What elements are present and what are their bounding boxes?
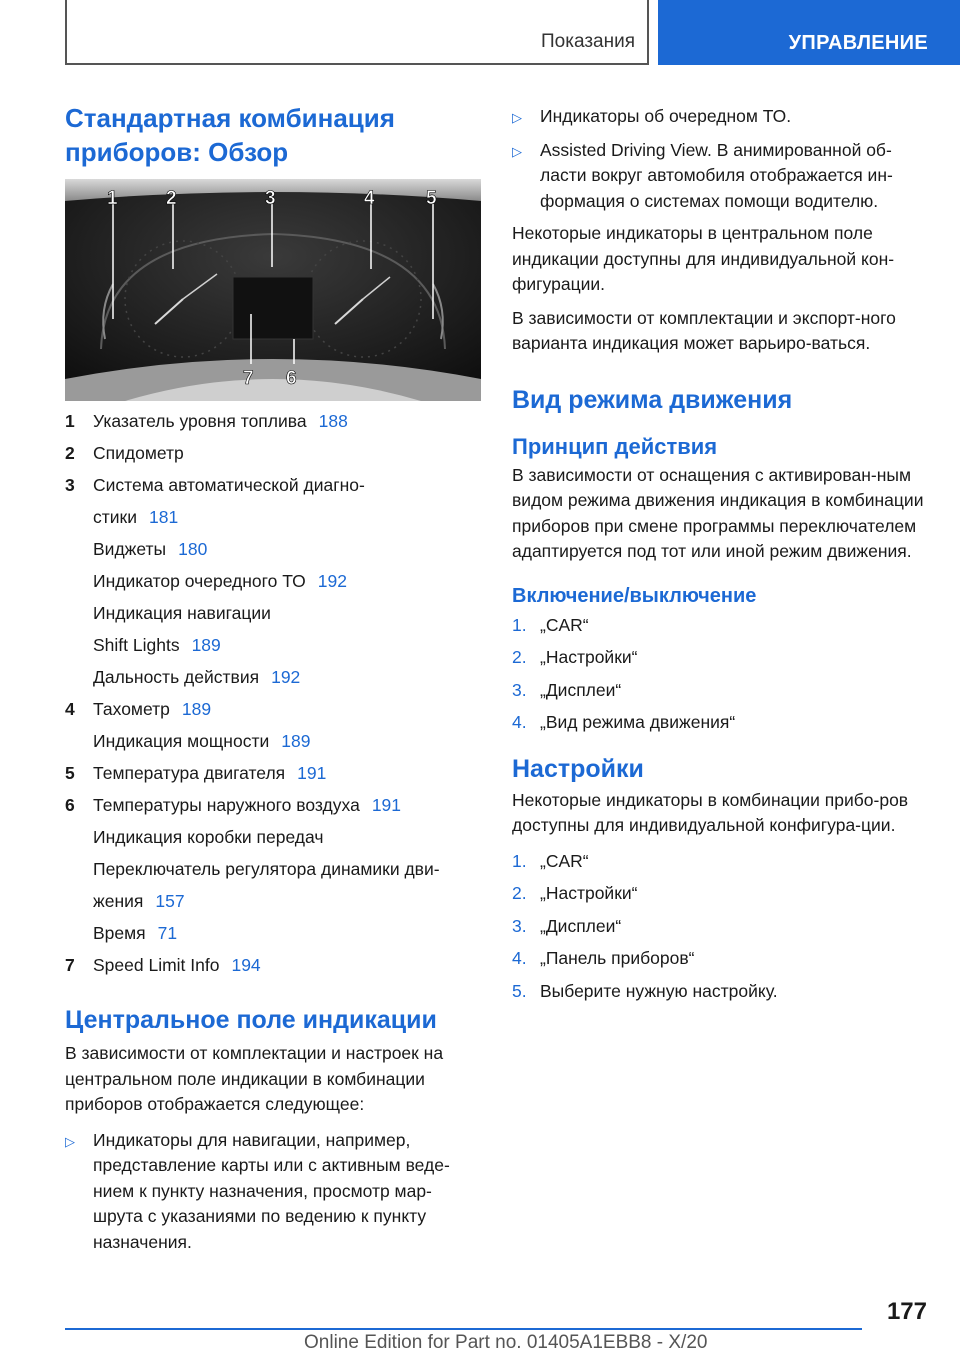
step-text: „CAR“	[540, 850, 589, 871]
legend-label: Тахометр	[93, 699, 170, 719]
legend-number	[65, 825, 93, 851]
legend-number	[65, 729, 93, 755]
legend-item	[65, 505, 481, 531]
triangle-bullet-icon: ▷	[512, 110, 522, 125]
header-section-title: Показания	[541, 31, 635, 52]
step-number: 2.	[512, 883, 527, 903]
legend-item	[65, 857, 481, 883]
step-text: „Вид режима движения“	[540, 712, 736, 732]
legend-number: 6	[65, 795, 75, 815]
legend-text	[93, 953, 481, 979]
legend-text	[93, 889, 481, 915]
legend-text	[93, 633, 481, 659]
figure-label-5: 5	[426, 188, 437, 209]
figure-label-4: 4	[364, 188, 375, 209]
settings-text: Некоторые индикаторы в комбинации прибо-ров доступны для индивидуальной конфигура-ции.	[512, 789, 909, 835]
legend-item	[65, 601, 481, 627]
legend-number: 2	[65, 443, 75, 463]
figure-label-6: 6	[286, 368, 297, 389]
page-reference-link[interactable]: 191	[297, 763, 327, 783]
legend-text	[93, 793, 481, 819]
footer-divider	[65, 1328, 862, 1330]
central-field-text: В зависимости от комплектации и настроек на центральном поле индикации в комбинации приборов отображается следующее:	[65, 1043, 444, 1114]
step-item	[512, 946, 930, 972]
triangle-bullet-icon: ▷	[512, 143, 522, 159]
legend-item	[65, 921, 481, 947]
legend-label: Система автоматической диагно-	[93, 475, 365, 495]
step-text: „Дисплеи“	[540, 679, 622, 700]
legend-number	[65, 857, 93, 883]
step-text: „Дисплеи“	[540, 915, 622, 936]
page-reference-link[interactable]: 189	[281, 731, 311, 751]
assisted-driving-bullet-text: Assisted Driving View. В анимированной об-ласти вокруг автомобиля отображается ин-формация о системах помощи водителю.	[540, 139, 893, 211]
page-reference-link[interactable]: 194	[231, 955, 261, 975]
central-bullet	[65, 1128, 481, 1256]
step-item	[512, 678, 930, 704]
step-item	[512, 881, 930, 907]
step-item	[512, 710, 930, 736]
legend-number: 7	[65, 955, 75, 975]
legend-text	[93, 665, 481, 691]
legend-item	[65, 697, 481, 723]
legend-number: 1	[65, 411, 75, 431]
config-note: Некоторые индикаторы в центральном поле индикации доступны для индивидуальной кон-фигурации.	[512, 223, 895, 294]
figure-legend	[65, 409, 481, 985]
legend-item	[65, 633, 481, 659]
page-reference-link[interactable]: 71	[157, 923, 178, 943]
legend-text	[93, 441, 481, 467]
onoff-title: Включение/выключение	[512, 584, 757, 607]
step-item	[512, 645, 930, 671]
header-section-box	[65, 0, 649, 65]
legend-label: Указатель уровня топлива	[93, 411, 307, 431]
legend-item	[65, 793, 481, 819]
step-number: 5.	[512, 980, 527, 1001]
step-text: „CAR“	[540, 614, 589, 635]
legend-text	[93, 921, 481, 947]
settings-steps	[512, 849, 930, 1005]
step-item	[512, 914, 930, 940]
legend-item	[65, 409, 481, 435]
step-number: 4.	[512, 712, 527, 732]
page-reference-link[interactable]: 181	[148, 507, 179, 527]
legend-number	[65, 921, 93, 947]
step-item	[512, 613, 930, 639]
legend-label: Shift Lights	[93, 635, 180, 655]
legend-item	[65, 889, 481, 915]
header-chapter-title: УПРАВЛЕНИЕ	[788, 32, 928, 54]
page-number: 177	[886, 1298, 927, 1325]
page-reference-link[interactable]: 192	[271, 667, 301, 687]
legend-label: Переключатель регулятора динамики дви-	[93, 859, 440, 879]
legend-text	[93, 505, 481, 531]
onoff-steps	[512, 613, 930, 736]
legend-number	[65, 665, 93, 691]
step-item	[512, 979, 930, 1005]
legend-number	[65, 889, 93, 915]
legend-text	[93, 537, 481, 563]
step-text: Выберите нужную настройку.	[540, 980, 778, 1001]
central-bullet-text: Индикаторы для навигации, например, представление карты или с активным веде-нием к пункту назначения, просмотр мар-шрута с указаниями по ведению к пункту назначения.	[93, 1129, 450, 1252]
legend-label: Индикация коробки передач	[93, 827, 324, 847]
page-reference-link[interactable]: 188	[318, 411, 348, 431]
figure-label-2: 2	[166, 188, 177, 209]
page-reference-link[interactable]: 191	[371, 795, 402, 815]
page-reference-link[interactable]: 189	[181, 699, 212, 719]
step-number: 3.	[512, 915, 527, 936]
legend-label: стики	[93, 507, 137, 527]
step-number: 3.	[512, 679, 527, 700]
principle-text: В зависимости от оснащения с активирован-ным видом режима движения индикация в комбинации приборов при смене программы переключателем адаптируется под тот или иной режим движения.	[512, 464, 924, 561]
assisted-driving-bullet	[512, 138, 930, 215]
legend-label: Индикатор очередного ТО	[93, 571, 306, 591]
right-column	[512, 104, 930, 1011]
legend-item	[65, 537, 481, 563]
legend-text	[93, 825, 481, 851]
step-item	[512, 849, 930, 875]
legend-label: Время	[93, 923, 146, 943]
page-reference-link[interactable]: 157	[155, 891, 185, 911]
legend-number	[65, 569, 93, 595]
instrument-cluster-figure	[65, 179, 481, 401]
legend-number: 5	[65, 763, 75, 783]
legend-label: Температуры наружного воздуха	[93, 795, 360, 815]
step-number: 1.	[512, 614, 527, 635]
instrument-cluster-image	[65, 179, 481, 401]
legend-text	[93, 729, 481, 755]
legend-label: Спидометр	[93, 443, 184, 463]
export-note: В зависимости от комплектации и экспорт-ного варианта индикация может варьиро-ваться.	[512, 307, 896, 353]
step-text: „Настройки“	[540, 883, 638, 903]
figure-label-7: 7	[243, 368, 254, 389]
legend-label: Speed Limit Info	[93, 955, 220, 975]
legend-text	[93, 761, 481, 787]
legend-label: Индикация навигации	[93, 603, 271, 623]
service-bullet-text: Индикаторы об очередном ТО.	[540, 106, 792, 126]
page-reference-link[interactable]: 189	[191, 635, 221, 655]
header-chapter-box	[658, 0, 960, 65]
legend-number	[65, 601, 93, 627]
legend-text	[93, 569, 481, 595]
legend-item	[65, 569, 481, 595]
drive-mode-title: Вид режима движения	[512, 385, 793, 414]
step-text: „Панель приборов“	[540, 948, 695, 968]
central-field-title: Центральное поле индикации	[65, 1006, 437, 1034]
overview-title-line1: Стандартная комбинация	[65, 103, 395, 133]
legend-text	[93, 697, 481, 723]
legend-text	[93, 857, 481, 883]
step-number: 2.	[512, 647, 527, 667]
legend-number	[65, 505, 93, 531]
step-number: 1.	[512, 850, 527, 871]
triangle-bullet-icon: ▷	[65, 1133, 75, 1149]
legend-item	[65, 761, 481, 787]
central-field-section	[65, 1003, 481, 1262]
page-reference-link[interactable]: 180	[178, 539, 208, 559]
legend-item	[65, 953, 481, 979]
footer-edition: Online Edition for Part no. 01405A1EBB8 - X/20	[304, 1332, 708, 1353]
legend-label: Виджеты	[93, 539, 167, 559]
step-number: 4.	[512, 948, 527, 968]
legend-item	[65, 473, 481, 499]
settings-title: Настройки	[512, 754, 644, 783]
legend-label: жения	[93, 891, 144, 911]
legend-item	[65, 441, 481, 467]
legend-number: 3	[65, 475, 75, 495]
overview-title-line2: приборов: Обзор	[65, 137, 289, 167]
figure-label-3: 3	[265, 188, 276, 209]
figure-label-1: 1	[107, 188, 118, 209]
overview-title	[65, 101, 481, 169]
legend-text	[93, 601, 481, 627]
principle-title: Принцип действия	[512, 433, 718, 459]
legend-label: Температура двигателя	[93, 763, 286, 783]
legend-number	[65, 633, 93, 659]
legend-number: 4	[65, 699, 75, 719]
page-reference-link[interactable]: 192	[317, 571, 347, 591]
legend-text	[93, 473, 481, 499]
service-bullet	[512, 104, 930, 131]
step-text: „Настройки“	[540, 647, 638, 667]
legend-item	[65, 729, 481, 755]
legend-number	[65, 537, 93, 563]
legend-label: Дальность действия	[93, 667, 260, 687]
legend-label: Индикация мощности	[93, 731, 270, 751]
legend-text	[93, 409, 481, 435]
legend-item	[65, 665, 481, 691]
legend-item	[65, 825, 481, 851]
